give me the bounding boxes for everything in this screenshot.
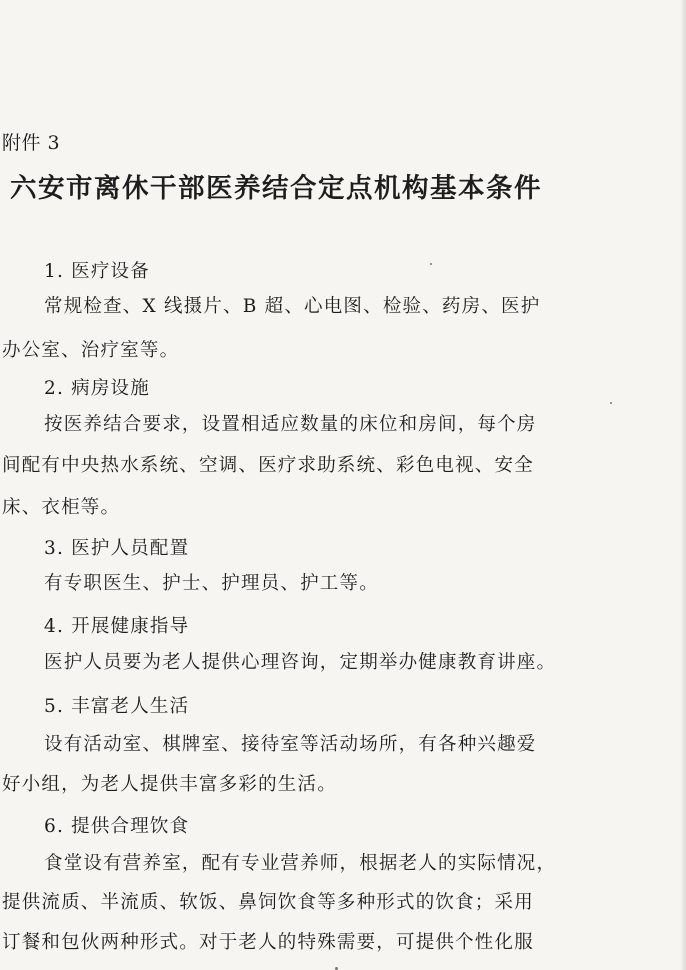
- section-heading-6: 6. 提供合理饮食: [44, 816, 190, 837]
- paragraph-line: 办公室、治疗室等。: [2, 340, 180, 361]
- section-heading-3: 3. 医护人员配置: [44, 538, 190, 559]
- paragraph-line: 医护人员要为老人提供心理咨询，定期举办健康教育讲座。: [44, 652, 557, 673]
- section-heading-5: 5. 丰富老人生活: [44, 696, 190, 717]
- page-edge-shadow: [680, 0, 686, 970]
- section-heading-1: 1. 医疗设备: [44, 261, 150, 282]
- paragraph-line: 好小组，为老人提供丰富多彩的生活。: [2, 774, 337, 795]
- annex-label: 附件 3: [2, 132, 61, 154]
- document-title: 六安市离休干部医养结合定点机构基本条件: [10, 173, 542, 204]
- paragraph-line: 食堂设有营养室，配有专业营养师，根据老人的实际情况，: [44, 853, 557, 874]
- paragraph-line: 间配有中央热水系统、空调、医疗求助系统、彩色电视、安全: [2, 455, 534, 476]
- scan-speck: [430, 263, 432, 265]
- paragraph-line: 提供流质、半流质、软饭、鼻饲饮食等多种形式的饮食；采用: [2, 892, 534, 913]
- section-heading-4: 4. 开展健康指导: [44, 616, 190, 637]
- section-heading-2: 2. 病房设施: [44, 378, 150, 399]
- paragraph-line: 订餐和包伙两种形式。对于老人的特殊需要，可提供个性化服: [2, 932, 534, 953]
- paragraph-line: 按医养结合要求，设置相适应数量的床位和房间，每个房: [44, 414, 537, 435]
- paragraph-line: 有专职医生、护士、护理员、护工等。: [44, 573, 379, 594]
- paragraph-line: 床、衣柜等。: [2, 497, 121, 518]
- scan-speck: [610, 402, 612, 404]
- paragraph-line: 常规检查、X 线摄片、B 超、心电图、检验、药房、医护: [44, 296, 541, 317]
- paragraph-line: 设有活动室、棋牌室、接待室等活动场所，有各种兴趣爱: [44, 734, 537, 755]
